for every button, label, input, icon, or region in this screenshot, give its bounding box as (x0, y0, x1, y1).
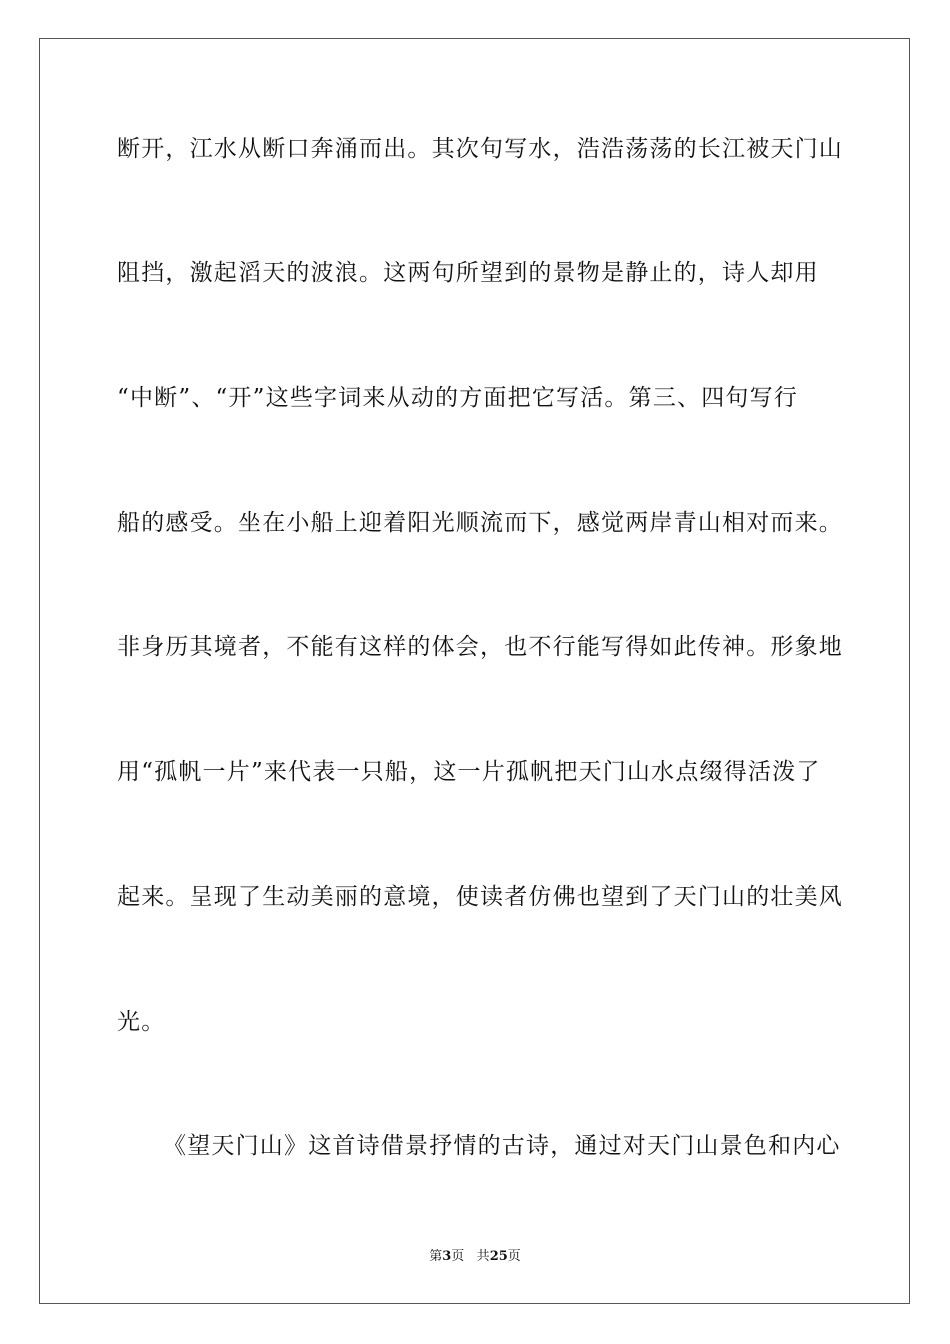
body-text-line: 《望天门山》这首诗借景抒情的古诗，通过对天门山景色和内心 (163, 1133, 841, 1159)
page-border (39, 38, 910, 1304)
body-text-line: 起来。呈现了生动美丽的意境，使读者仿佛也望到了天门山的壮美风 (117, 884, 843, 910)
body-text-line: 断开，江水从断口奔涌而出。其次句写水，浩浩荡荡的长江被天门山 (117, 136, 843, 162)
body-text-line: 用“孤帆一片”来代表一只船，这一片孤帆把天门山水点缀得活泼了 (117, 759, 821, 785)
body-text-line: “中断”、“开”这些字词来从动的方面把它写活。第三、四句写行 (117, 385, 799, 411)
footer-total-suffix: 页 (507, 1249, 521, 1264)
footer-total-pages: 25 (489, 1249, 508, 1264)
page-footer (0, 1248, 950, 1266)
body-text-line: 非身历其境者，不能有这样的体会，也不行能写得如此传神。形象地 (117, 634, 843, 660)
footer-page-suffix: 页 (451, 1249, 465, 1264)
body-text-line: 船的感受。坐在小船上迎着阳光顺流而下，感觉两岸青山相对而来。 (117, 510, 843, 536)
body-text-line: 光。 (117, 1009, 166, 1035)
footer-total-prefix: 共 (476, 1249, 490, 1264)
footer-page-prefix: 第 (429, 1249, 443, 1264)
body-text-line: 阻挡，激起滔天的波浪。这两句所望到的景物是静止的，诗人却用 (117, 260, 819, 286)
footer-page-number: 3 (442, 1249, 452, 1264)
